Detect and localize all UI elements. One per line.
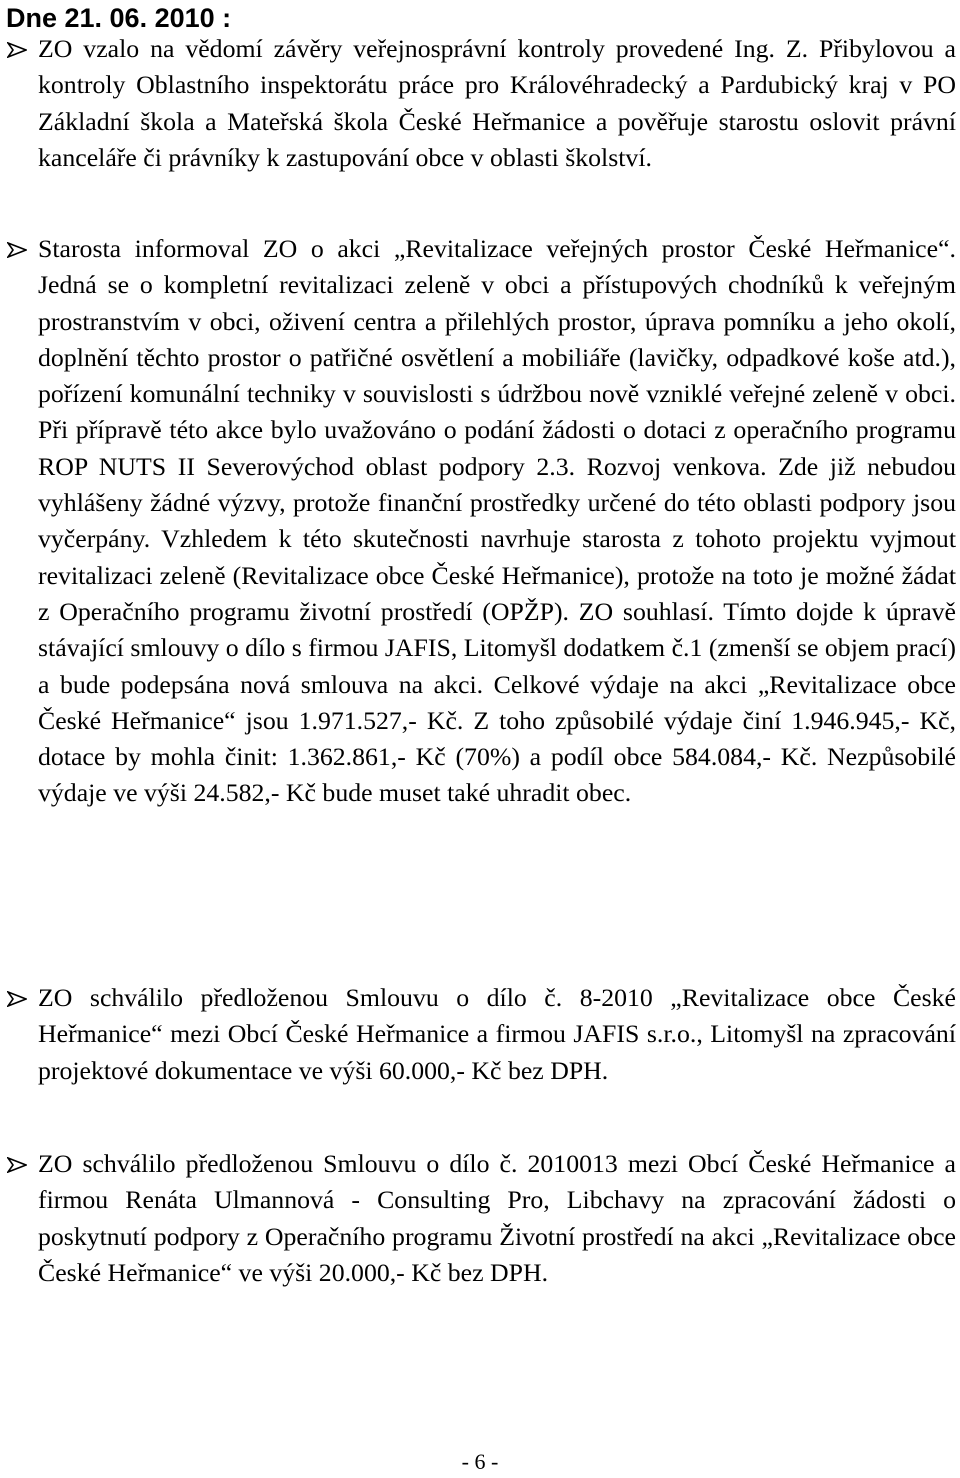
- arrowhead-bullet-icon: [7, 42, 27, 58]
- arrowhead-bullet-icon: [7, 242, 27, 258]
- arrowhead-bullet-icon: [7, 1157, 27, 1173]
- item-text: ZO schválilo předloženou Smlouvu o dílo č. 2010013 mezi Obcí České Heřmanice a firmou Renáta Ulmannová - Consulting Pro, Libchavy na zpracování žádosti o poskytnutí podpory z Operačního programu Životní prostředí na akci „Revitalizace obce České Heřmanice“ ve výši 20.000,- Kč bez DPH.: [38, 1149, 956, 1287]
- meeting-date-heading: Dne 21. 06. 2010 :: [6, 3, 232, 33]
- arrowhead-bullet-icon: [7, 991, 27, 1007]
- item-text: ZO schválilo předloženou Smlouvu o dílo č. 8-2010 „Revitalizace obce České Heřmanice“ mezi Obcí České Heřmanice a firmou JAFIS s.r.o., Litomyšl na zpracování projektové dokumentace ve výši 60.000,- Kč bez DPH.: [38, 983, 956, 1085]
- item-text: Starosta informoval ZO o akci „Revitalizace veřejných prostor České Heřmanice“. Jedná se o kompletní revitalizaci zeleně v obci a přístupových chodníků k veřejným prostranstvím v obci, oživení centra a přilehlých prostor, úprava pomníku a jeho okolí, doplnění těchto prostor o patřičné osvětlení a mobiliáře (lavičky, odpadkové koše atd.), pořízení komunální techniky v souvislosti s údržbou nově vzniklé veřejné zeleně v obci. Při přípravě této akce bylo uvažováno o podání žádosti o dotaci z operačního programu ROP NUTS II Severovýchod oblast podpory 2.3. Rozvoj venkova. Zde již nebudou vyhlášeny žádné výzvy, protože finanční prostředky určené do této oblasti podpory jsou vyčerpány. Vzhledem k této skutečnosti navrhuje starosta z tohoto projektu vyjmout revitalizaci zeleně (Revitalizace obce České Heřmanice), protože na toto je možné žádat z Operačního programu životní prostředí (OPŽP). ZO souhlasí. Tímto dojde k úpravě stávající smlouvy o dílo s firmou JAFIS, Litomyšl dodatkem č.1 (zmenší se objem prací) a bude podepsána nová smlouva na akci. Celkové výdaje na akci „Revitalizace obce České Heřmanice“ jsou 1.971.527,- Kč. Z toho způsobilé výdaje činí 1.946.945,- Kč, dotace by mohla činit: 1.362.861,- Kč (70%) a podíl obce 584.084,- Kč. Nezpůsobilé výdaje ve výši 24.582,- Kč bude muset také uhradit obec.: [38, 234, 956, 808]
- page-number: - 6 -: [461, 1449, 499, 1474]
- item-text: ZO vzalo na vědomí závěry veřejnosprávní kontroly provedené Ing. Z. Přibylovou a kontroly Oblastního inspektorátu práce pro Královéhradecký a Pardubický kraj v PO Základní škola a Mateřská škola České Heřmanice a pověřuje starostu oslovit právní kanceláře či právníky k zastupování obce v oblasti školství.: [38, 34, 956, 172]
